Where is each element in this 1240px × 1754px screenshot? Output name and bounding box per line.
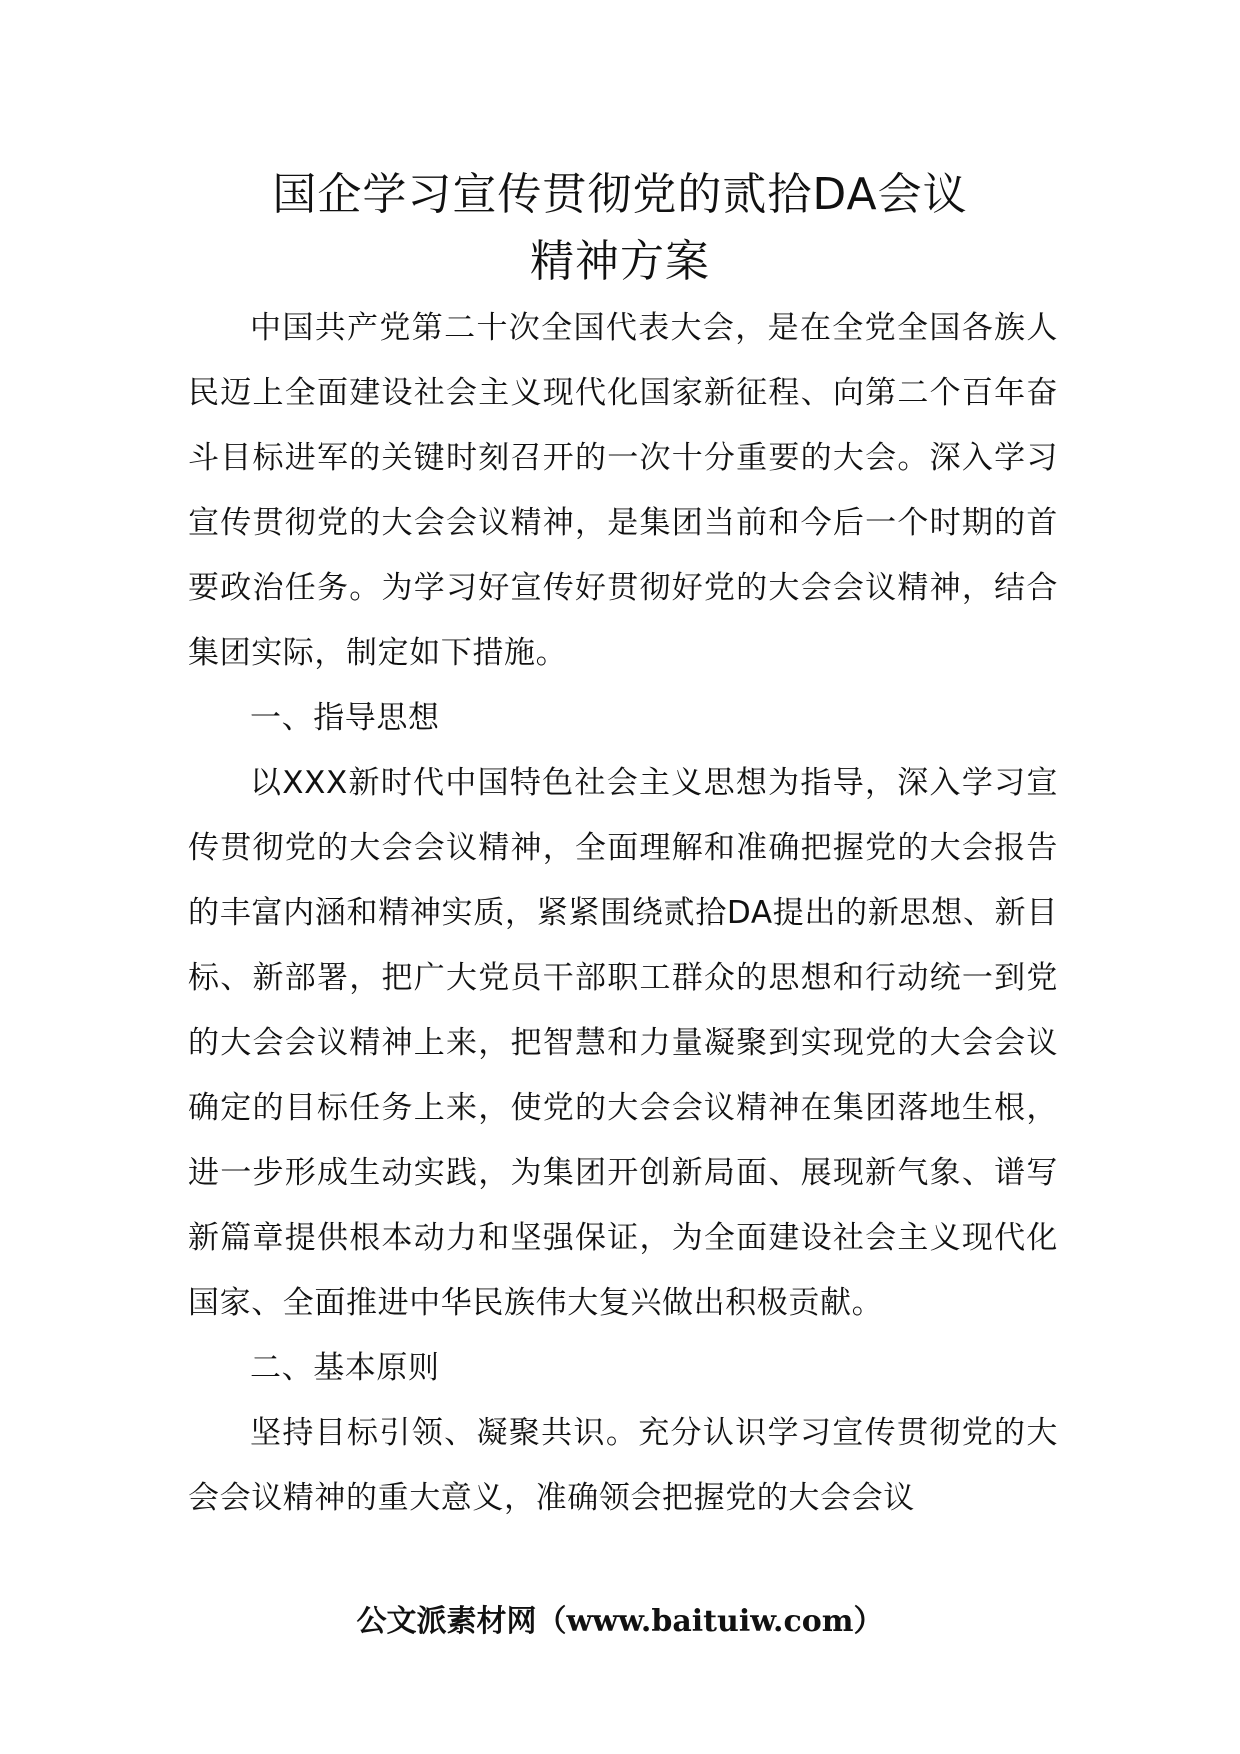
document-body bbox=[188, 296, 1058, 1531]
section-heading-basic-principles: 二、基本原则 bbox=[250, 1350, 440, 1386]
paragraph-intro: 中国共产党第二十次全国代表大会，是在全党全国各族人民迈上全面建设社会主义现代化国家新征程、向第二个百年奋斗目标进军的关键时刻召开的一次十分重要的大会。深入学习宣传贯彻党的大会会议精神，是集团当前和今后一个时期的首要政治任务。为学习好宣传好贯彻好党的大会会议精神，结合集团实际，制定如下措施。 bbox=[188, 310, 1058, 671]
document-title-line2: 精神方案 bbox=[530, 236, 710, 287]
section-heading-guiding-ideology: 一、指导思想 bbox=[250, 700, 440, 736]
footer-watermark: 公文派素材网（www.baituiw.com） bbox=[356, 1604, 884, 1639]
paragraph-guiding-ideology: 以XXX新时代中国特色社会主义思想为指导，深入学习宣传贯彻党的大会会议精神，全面理解和准确把握党的大会报告的丰富内涵和精神实质，紧紧围绕贰拾DA提出的新思想、新目标、新部署，把广大党员干部职工群众的思想和行动统一到党的大会会议精神上来，把智慧和力量凝聚到实现党的大会会议确定的目标任务上来，使党的大会会议精神在集团落地生根，进一步形成生动实践，为集团开创新局面、展现新气象、谱写新篇章提供根本动力和坚强保证，为全面建设社会主义现代化国家、全面推进中华民族伟大复兴做出积极贡献。 bbox=[188, 765, 1058, 1321]
document-title-line1: 国企学习宣传贯彻党的贰拾DA会议 bbox=[272, 169, 968, 220]
paragraph-basic-principles: 坚持目标引领、凝聚共识。充分认识学习宣传贯彻党的大会会议精神的重大意义，准确领会把握党的大会会议 bbox=[188, 1415, 1058, 1516]
